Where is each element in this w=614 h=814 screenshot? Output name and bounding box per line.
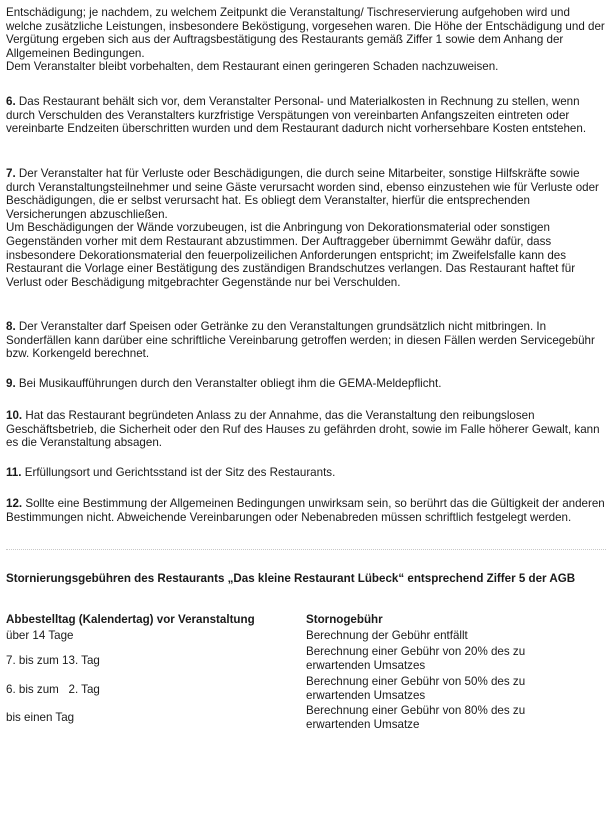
clause-number: 12. (6, 497, 23, 510)
clause-text: Erfüllungsort und Gerichtsstand ist der Sitz des Restaurants. (24, 466, 336, 479)
clause-8 (6, 320, 606, 361)
storno-row-period: über 14 Tage (6, 629, 74, 642)
clause-7 (6, 167, 606, 289)
storno-row-period: 7. bis zum 13. Tag (6, 654, 100, 667)
clause-10 (6, 409, 606, 450)
clause-number: 11. (6, 466, 22, 479)
clause-number: 7. (6, 167, 16, 180)
clause-text: Der Veranstalter darf Speisen oder Getränke zu den Veranstaltungen grundsätzlich nicht mitbringen. In Sonderfällen kann darüber eine schriftliche Vereinbarung getroffen werden; in diesen Fällen werden Servicegebühr bzw. Korkengeld berechnet. (6, 320, 595, 361)
clause-text-2: Um Beschädigungen der Wände vorzubeugen, ist die Anbringung von Dekorationsmaterial oder sonstigen Gegenständen vorher mit dem Restaurant abzustimmen. Der Auftraggeber übernimmt Gewähr dafür, dass insbesondere Dekorationsmaterial den feuerpolizeilichen Anforderungen entspricht; im Zweifelsfalle kann des Restaurant die Vorlage einer Bestätigung des zuständigen Brandschutzes verlangen. Das Restaurant haftet für Verlust oder Beschädigung mitgebrachter Gegenstände nur bei Verschulden. (6, 221, 576, 289)
clause-text: Hat das Restaurant begründeten Anlass zu der Annahme, das die Veranstaltung den reibungslosen Geschäftsbetrieb, die Sicherheit oder den Ruf des Hauses zu gefährden droht, sowie im Falle höherer Gewalt, kann es die Veranstaltung absagen. (6, 409, 600, 450)
storno-col1-header: Abbestelltag (Kalendertag) vor Veranstaltung (6, 613, 255, 626)
clause-11 (6, 466, 606, 480)
storno-row-fee: Berechnung einer Gebühr von 50% des zu erwartenden Umsatzes (306, 675, 526, 702)
storno-col2-header: Stornogebühr (306, 613, 383, 626)
storno-row-period: 6. bis zum 2. Tag (6, 683, 100, 696)
clause-9 (6, 377, 606, 391)
clause-number: 6. (6, 95, 16, 108)
storno-heading: Stornierungsgebühren des Restaurants „Das kleine Restaurant Lübeck“ entsprechend Ziffer 5 der AGB (6, 572, 576, 585)
clause-number: 9. (6, 377, 16, 390)
storno-row-period: bis einen Tag (6, 711, 75, 724)
storno-row-fee: Berechnung einer Gebühr von 20% des zu erwartenden Umsatzes (306, 645, 526, 672)
intro-text: Entschädigung; je nachdem, zu welchem Zeitpunkt die Veranstaltung/ Tischreservierung aufgehoben wird und welche zusätzliche Leistungen, insbesondere Beköstigung, vorgesehen waren. Die Höhe der Entschädigung und der Vergütung ergeben sich aus der Auftragsbestätigung des Restaurants gemäß Ziffer 1 sowie dem Anhang der Allgemeinen Bedingungen. (6, 6, 605, 60)
clause-number: 10. (6, 409, 23, 422)
clause-text: Bei Musikaufführungen durch den Veranstalter obliegt ihm die GEMA-Meldepflicht. (18, 377, 442, 390)
storno-row-fee: Berechnung einer Gebühr von 80% des zu erwartenden Umsatze (306, 704, 526, 731)
clause-12 (6, 497, 606, 524)
intro-text-2: Dem Veranstalter bleibt vorbehalten, dem Restaurant einen geringeren Schaden nachzuweisen. (6, 60, 499, 74)
clause-text: Das Restaurant behält sich vor, dem Veranstalter Personal- und Materialkosten in Rechnung zu stellen, wenn durch Verschulden des Veranstalters kurzfristige Verspätungen von vereinbarten Anfangszeiten eintreten oder vereinbarte Endzeiten überschritten wurden und dem Restaurant dadurch nicht vorhersehbare Kosten entstehen. (6, 95, 587, 136)
clause-text: Der Veranstalter hat für Verluste oder Beschädigungen, die durch seine Mitarbeiter, sonstige Hilfskräfte sowie durch Veranstaltungsteilnehmer und seine Gäste verursacht worden sind, ebenso einzustehen wie für Verluste oder Beschädigungen, die er selbst verursacht hat. Es obliegt dem Veranstalter, hierfür die entsprechenden Versicherungen abzuschließen. (6, 167, 599, 221)
clause-6 (6, 95, 606, 136)
section-divider (6, 549, 606, 550)
storno-row-fee: Berechnung der Gebühr entfällt (306, 629, 468, 642)
clause-text: Sollte eine Bestimmung der Allgemeinen Bedingungen unwirksam sein, so berührt das die Gültigkeit der anderen Bestimmungen nicht. Abweichende Vereinbarungen oder Nebenabreden müssen schriftlich festgelegt werden. (6, 497, 605, 524)
intro-paragraph (6, 6, 606, 74)
clause-number: 8. (6, 320, 16, 333)
